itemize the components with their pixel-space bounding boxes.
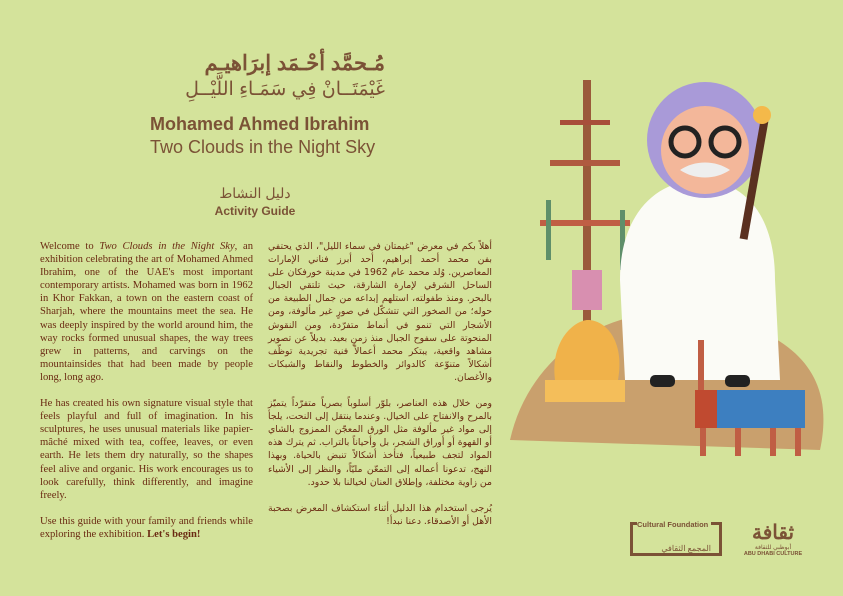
tree-sculpture: [540, 80, 630, 402]
exhibition-title-italic: Two Clouds in the Night Sky: [99, 241, 235, 252]
abu-dhabi-culture-logo: [738, 522, 808, 557]
artist-name: Mohamed Ahmed Ibrahim: [150, 114, 370, 134]
activity-guide-arabic: دليل النشاط: [219, 185, 291, 201]
artist-illustration: [500, 20, 843, 460]
artist-name-arabic: مُـحمَّد أحْـمَد إبرَاهيـم: [204, 52, 385, 75]
abu-dhabi-culture-arabic: أبوظبي للثقافة: [754, 545, 792, 551]
intro-paragraph: [40, 240, 253, 384]
lets-begin-text: Let's begin!: [147, 528, 201, 540]
closing-paragraph-arabic: يُرجى استخدام هذا الدليل أثناء استكشاف المعرض بصحبة الأهل أو الأصدقاء. دعنا نبدأ!: [268, 502, 492, 527]
intro-paragraph-arabic: أهلاً بكم في معرض "غيمتان في سماء الليل"، الذي يحتفي بفن محمد أحمد إبراهيم، أحد أبرز فناني الإمارات المعاصرين. وُلد محمد عام 1962 في مدينة خورفكان على الساحل الشرقي لإمارة الشارقة، حيث تلتقي الجبال بالبحر. ومنذ طفولته، استلهم إبداعه من جمال الطبيعة من حوله؛ من الصخور التي تتشكّل في صورٍ غير مألوفة، ومن الأشجار التي تنمو في أنماط متفرّدة، ومن النقوش المنحوتة على سفوح الجبال منذ زمنٍ بعيد. بديلاً عن تصوير مشاهد واقعية، يبتكر محمد أعمالاً فنية تجريدية توظّف أشكالاً متنوّعة كالدوائر والخطوط والنقاط والشبكات والأغصان.: [268, 241, 492, 383]
closing-paragraph: [40, 515, 253, 541]
style-paragraph: He has created his own signature visual style that feels playful and full of imagination. In his sculptures, he uses unusual materials like papier-mâché mixed with tea, coffee, leaves, or even earth. He lets them dry naturally, so the shapes feel alive and organic. His work encourages us to look carefully, think differently, and imagine freely.: [40, 398, 253, 501]
exhibition-title: Two Clouds in the Night Sky: [150, 137, 376, 157]
arabic-body: [268, 240, 492, 541]
cultural-foundation-logo: [630, 522, 722, 556]
abu-dhabi-culture-name: ABU DHABI CULTURE: [743, 551, 803, 557]
activity-guide-heading: Activity Guide: [214, 204, 296, 218]
exhibition-title-arabic: غَيْمَتَــانْ فِي سَمَـاءِ اللَّيْــلِ: [185, 79, 385, 100]
closing-text: Use this guide with your family and friends while exploring the exhibition.: [40, 515, 253, 540]
cultural-foundation-name-arabic: المجمع الثقافي: [661, 544, 711, 553]
style-paragraph-arabic: ومن خلال هذه العناصر، بلوّر أسلوباً بصرياً متفرّداً يتميّز بالمرح والانفتاح على الخيال. وعندما ينتقل إلى النحت، يلجأ إلى مواد غير مألوفة مثل الورق المعجّن الممزوج بالشاي أو القهوة أو أوراق الشجر، بل وأحياناً بالتراب. ثم يترك هذه المواد لتجف طبيعياً، فتأخذ أشكالاً تنبض بالحياة. وبهذا النهج، تدعونا أعماله إلى التمعّن مليّاً، والنظر إلى الأشياء من زاوية مختلفة، وإطلاق العنان لخيالنا بلا حدود.: [268, 398, 492, 488]
intro-text: Welcome to: [40, 241, 100, 252]
intro-text-rest: , an exhibition celebrating the art of Mohamed Ahmed Ibrahim, one of the UAE's most important contemporary artists. Mohamed was born in 1962 in Khor Fakkan, a town on the eastern coast of Sharjah, where the mountains meet the sea. He was deeply inspired by the world around him, the way rocks formed unusual shapes, the way trees grew in patterns, and carvings on the mountainsides that had been made by people long, long ago.: [40, 241, 253, 383]
thaqafa-wordmark: ثقافة: [751, 522, 795, 544]
english-body: [40, 240, 253, 554]
cultural-foundation-name: Cultural Foundation: [637, 521, 711, 529]
